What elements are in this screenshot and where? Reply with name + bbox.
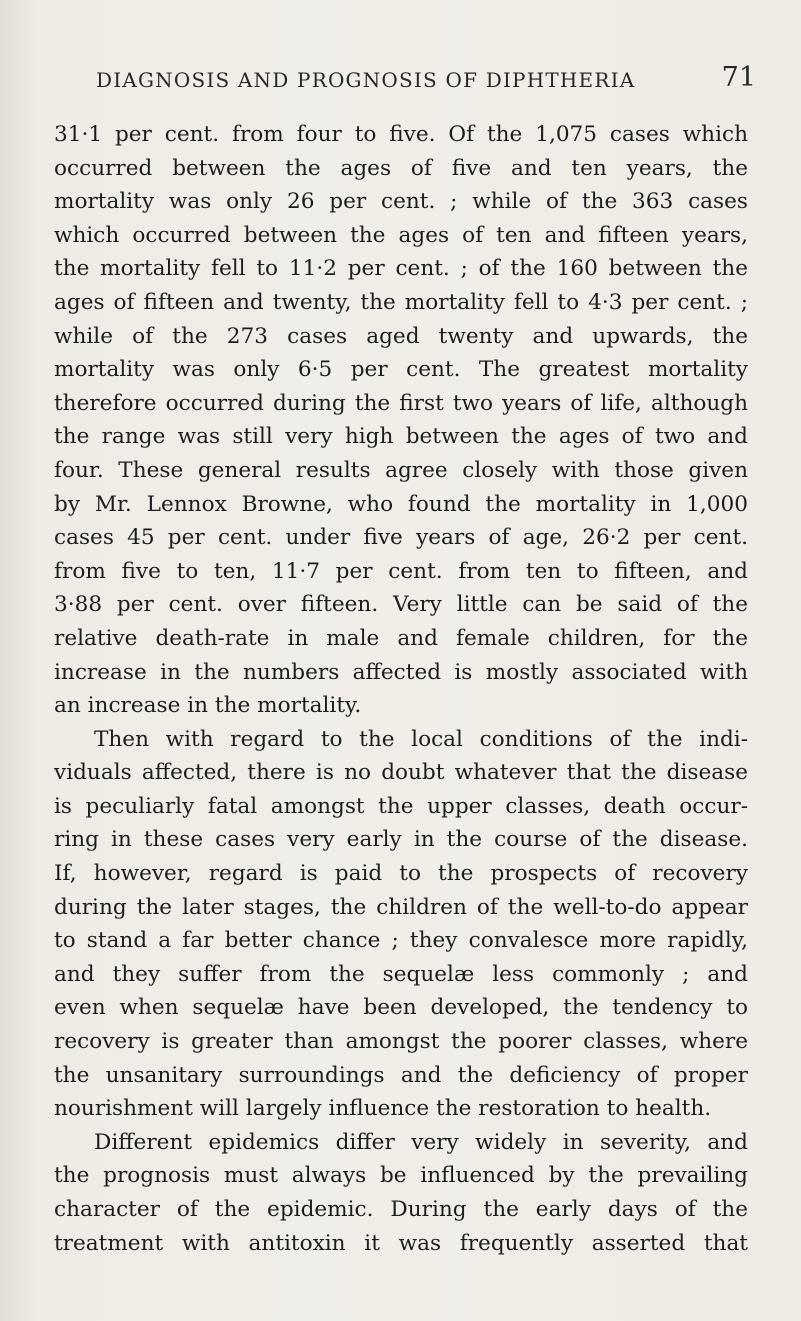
text-line: relative death-rate in male and female children, for the [54, 625, 748, 651]
text-line: while of the 273 cases aged twenty and upwards, the [54, 323, 748, 349]
text-line: even when sequelæ have been developed, the tendency to [54, 995, 748, 1021]
text-line: during the later stages, the children of the well-to-do appear [54, 894, 748, 920]
text-line: therefore occurred during the first two years of life, although [54, 390, 748, 416]
text-line: character of the epidemic. During the early days of the [54, 1197, 748, 1222]
text-line: If, however, regard is paid to the prospects of recovery [54, 861, 748, 887]
running-title: DIAGNOSIS AND PROGNOSIS OF DIPHTHERIA [96, 68, 636, 92]
text-line: occurred between the ages of five and ten years, the [54, 155, 748, 181]
text-line: mortality was only 6·5 per cent. The greatest mortality [54, 357, 748, 383]
text-line: 31·1 per cent. from four to five. Of the 1,075 cases which [54, 122, 748, 147]
text-line: four. These general results agree closely with those given [54, 457, 748, 483]
body-text [54, 118, 748, 1260]
text-line: Then with regard to the local conditions of the indi- [94, 726, 748, 752]
text-line: Different epidemics differ very widely in severity, and [94, 1129, 748, 1155]
text-line: and they suffer from the sequelæ less commonly ; and [54, 961, 748, 987]
text-line: increase in the numbers affected is mostly associated with [54, 659, 748, 685]
paragraph [54, 723, 748, 1126]
text-line: the prognosis must always be influenced by the prevailing [54, 1163, 748, 1189]
text-line: 3·88 per cent. over fifteen. Very little can be said of the [54, 592, 748, 618]
text-line: ages of fifteen and twenty, the mortality fell to 4·3 per cent. ; [54, 289, 748, 315]
text-line: cases 45 per cent. under five years of age, 26·2 per cent. [54, 525, 748, 551]
page-number: 71 [721, 62, 756, 93]
page-header [96, 60, 756, 100]
text-line: from five to ten, 11·7 per cent. from ten to fifteen, and [54, 558, 748, 584]
text-line: the unsanitary surroundings and the deficiency of proper [54, 1062, 748, 1088]
text-line: ring in these cases very early in the course of the disease. [54, 827, 748, 853]
text-line: by Mr. Lennox Browne, who found the mortality in 1,000 [54, 491, 748, 517]
text-line: the range was still very high between the ages of two and [54, 424, 748, 450]
text-line: is peculiarly fatal amongst the upper classes, death occur- [54, 793, 748, 819]
text-line: which occurred between the ages of ten and fifteen years, [54, 222, 748, 248]
text-line: nourishment will largely influence the restoration to health. [54, 1096, 712, 1122]
text-line: viduals affected, there is no doubt whatever that the disease [54, 760, 748, 786]
text-line: mortality was only 26 per cent. ; while of the 363 cases [54, 189, 748, 215]
text-line: an increase in the mortality. [54, 693, 362, 719]
text-line: the mortality fell to 11·2 per cent. ; of the 160 between the [54, 256, 748, 282]
text-line: recovery is greater than amongst the poorer classes, where [54, 1029, 748, 1055]
text-line: to stand a far better chance ; they convalesce more rapidly, [54, 928, 748, 954]
paragraph [54, 118, 748, 723]
text-line: treatment with antitoxin it was frequently asserted that [54, 1230, 748, 1256]
paragraph [54, 1126, 748, 1260]
